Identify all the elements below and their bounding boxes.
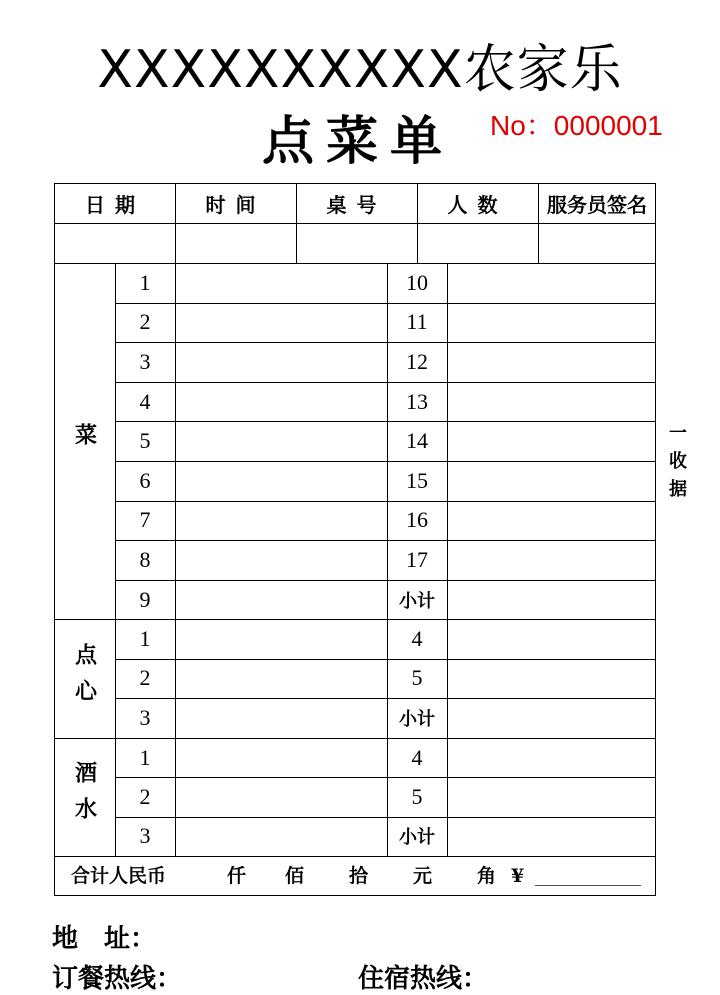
row-number: 10 bbox=[406, 269, 428, 295]
row-number: 7 bbox=[139, 507, 151, 533]
header-date: 日期 bbox=[85, 193, 145, 217]
row-number: 1 bbox=[139, 625, 151, 651]
row-number: 1 bbox=[139, 744, 151, 770]
table-field[interactable] bbox=[296, 223, 417, 263]
row-number: 2 bbox=[139, 309, 151, 335]
row-number: 5 bbox=[411, 665, 423, 691]
amount-blank[interactable] bbox=[535, 885, 641, 886]
row-number: 4 bbox=[139, 388, 151, 414]
row-number: 14 bbox=[406, 428, 428, 454]
order-form bbox=[54, 183, 656, 896]
row-number: 2 bbox=[139, 665, 151, 691]
form-title: 点菜单 bbox=[262, 111, 455, 172]
receipt-note-char: 收 bbox=[669, 451, 687, 472]
row-number: 3 bbox=[139, 823, 151, 849]
totals-row bbox=[55, 856, 655, 896]
row-number: 4 bbox=[411, 744, 423, 770]
row-number: 2 bbox=[139, 783, 151, 809]
yen-sign: ¥ bbox=[511, 865, 525, 887]
header-table: 桌号 bbox=[326, 193, 387, 217]
subtotal-label: 小计 bbox=[399, 590, 435, 612]
date-field[interactable] bbox=[55, 223, 175, 263]
order-hotline-label: 订餐热线： bbox=[52, 964, 183, 994]
category-drinks: 酒水 bbox=[71, 761, 98, 833]
serial-number: No：0000001 bbox=[490, 110, 663, 141]
row-number: 11 bbox=[406, 309, 428, 335]
row-number: 4 bbox=[411, 625, 423, 651]
lodging-hotline-label: 住宿热线： bbox=[358, 964, 489, 994]
address-label: 地 址： bbox=[52, 924, 157, 954]
row-number: 17 bbox=[406, 546, 428, 572]
totals-label: 合计人民币 bbox=[71, 865, 167, 887]
row-number: 9 bbox=[139, 586, 151, 612]
unit-shi: 拾 bbox=[349, 865, 369, 887]
waiter-field[interactable] bbox=[538, 223, 656, 263]
receipt-note bbox=[667, 420, 689, 504]
unit-bai: 佰 bbox=[285, 865, 305, 887]
unit-yuan: 元 bbox=[413, 865, 433, 887]
row-number: 6 bbox=[139, 467, 151, 493]
guests-field[interactable] bbox=[417, 223, 538, 263]
category-dessert: 点心 bbox=[71, 642, 98, 715]
row-number: 3 bbox=[139, 348, 151, 374]
subtotal-label: 小计 bbox=[399, 827, 435, 849]
category-dishes: 菜 bbox=[71, 423, 98, 459]
time-field[interactable] bbox=[175, 223, 296, 263]
row-number: 3 bbox=[139, 704, 151, 730]
row-number: 8 bbox=[139, 546, 151, 572]
unit-qian: 仟 bbox=[227, 865, 247, 887]
header-time: 时间 bbox=[205, 193, 266, 217]
row-number: 5 bbox=[139, 428, 151, 454]
subtotal-label: 小计 bbox=[399, 708, 435, 730]
receipt-note-char: 一 bbox=[669, 423, 687, 444]
row-number: 5 bbox=[411, 783, 423, 809]
row-number: 1 bbox=[139, 269, 151, 295]
unit-jiao: 角 bbox=[477, 865, 497, 887]
row-number: 13 bbox=[406, 388, 428, 414]
header-waiter: 服务员签名 bbox=[547, 193, 647, 217]
header-guests: 人数 bbox=[447, 193, 508, 217]
row-number: 16 bbox=[406, 507, 428, 533]
receipt-note-char: 据 bbox=[669, 479, 687, 500]
row-number: 12 bbox=[406, 348, 428, 374]
row-number: 15 bbox=[406, 467, 428, 493]
restaurant-title: XXXXXXXXXX农家乐 bbox=[97, 40, 623, 100]
